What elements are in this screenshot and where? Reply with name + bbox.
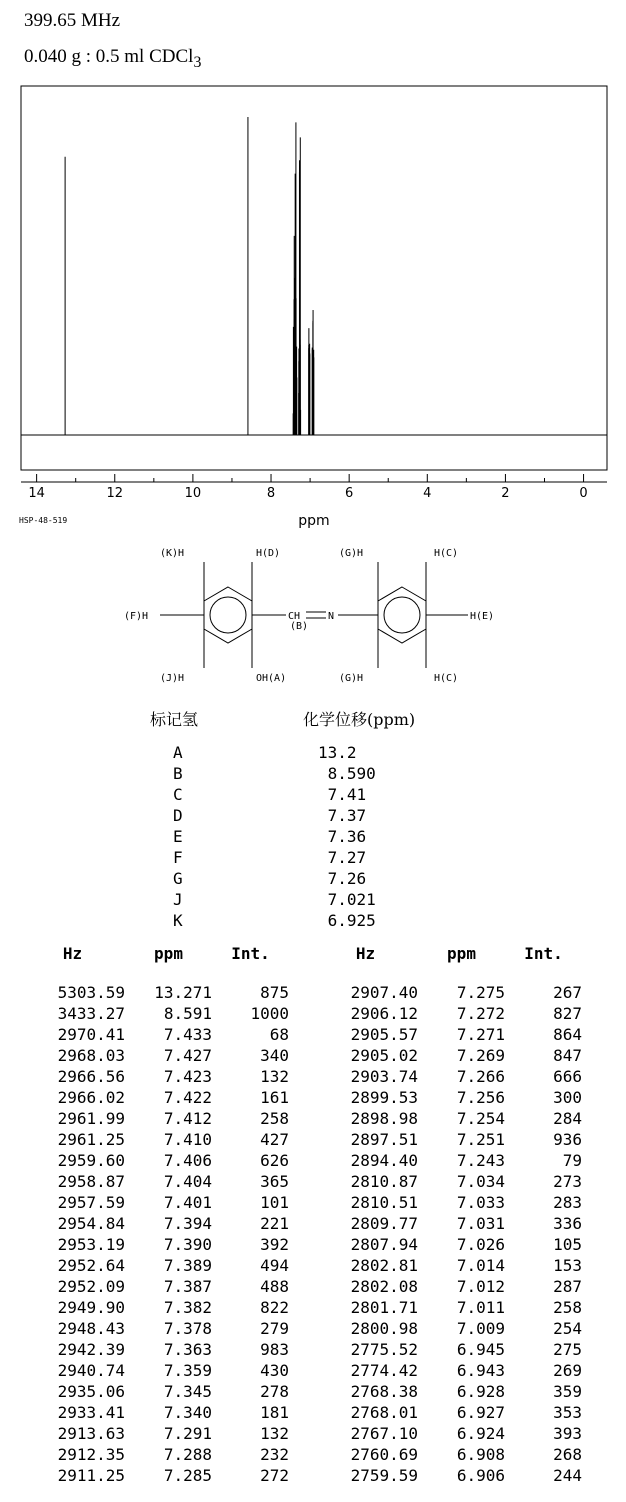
table-row [20, 1171, 289, 1192]
ppm-cell: 7.401 [163, 1193, 212, 1212]
hz-cell: 2801.71 [350, 1298, 418, 1317]
table-row [20, 1297, 289, 1318]
hz-cell: 2907.40 [350, 983, 418, 1002]
assignment-shift: 6.925 [318, 911, 376, 930]
int-cell: 275 [553, 1340, 582, 1359]
ppm-cell: 7.266 [456, 1067, 505, 1086]
ppm-cell: 7.271 [456, 1025, 505, 1044]
hz-cell: 2912.35 [57, 1445, 125, 1464]
hz-cell: 2935.06 [57, 1382, 125, 1401]
int-cell: 79 [562, 1151, 582, 1170]
ppm-cell: 7.251 [456, 1130, 505, 1149]
int-cell: 268 [553, 1445, 582, 1464]
int-cell: 132 [260, 1067, 289, 1086]
int-cell: 287 [553, 1277, 582, 1296]
hz-cell: 2913.63 [57, 1424, 125, 1443]
int-cell: 365 [260, 1172, 289, 1191]
label-a: OH(A) [256, 673, 287, 684]
int-cell: 822 [260, 1298, 289, 1317]
hz-cell: 2952.09 [57, 1277, 125, 1296]
hz-cell: 2966.02 [57, 1088, 125, 1107]
ppm-cell: 7.269 [456, 1046, 505, 1065]
hz-cell: 2906.12 [350, 1004, 418, 1023]
label-f: (F)H [124, 611, 149, 622]
assignment-shift: 7.41 [318, 785, 367, 804]
hz-cell: 2940.74 [57, 1361, 125, 1380]
int-cell: 626 [260, 1151, 289, 1170]
label-c-top: H(C) [434, 548, 459, 559]
sample-subscript: 3 [193, 53, 202, 71]
int-cell: 666 [553, 1067, 582, 1086]
int-cell: 101 [260, 1193, 289, 1212]
hz-cell: 2966.56 [57, 1067, 125, 1086]
tick-label: 14 [28, 486, 45, 501]
hz-cell: 2807.94 [350, 1235, 418, 1254]
assignment-label: D [173, 806, 183, 825]
hz-cell: 2775.52 [350, 1340, 418, 1359]
hz-cell: 2905.02 [350, 1046, 418, 1065]
table-row [313, 1255, 582, 1276]
ppm-cell: 7.254 [456, 1109, 505, 1128]
table-row [20, 982, 289, 1003]
table-row [313, 1381, 582, 1402]
aromatic-circle-right [384, 597, 420, 633]
table-row [313, 1213, 582, 1234]
int-cell: 875 [260, 983, 289, 1002]
ppm-cell: 7.433 [163, 1025, 212, 1044]
ppm-cell: 7.390 [163, 1235, 212, 1254]
table-row [20, 1360, 289, 1381]
table-row [20, 1087, 289, 1108]
table-row [313, 1423, 582, 1444]
hz-cell: 2760.69 [350, 1445, 418, 1464]
table-row [20, 1255, 289, 1276]
label-g-bottom: (G)H [339, 673, 364, 684]
table-row [20, 1234, 289, 1255]
hz-cell: 2768.38 [350, 1382, 418, 1401]
int-cell: 427 [260, 1130, 289, 1149]
hz-cell: 2968.03 [57, 1046, 125, 1065]
int-cell: 494 [260, 1256, 289, 1275]
table-row [313, 1087, 582, 1108]
table-row [313, 1234, 582, 1255]
int-cell: 847 [553, 1046, 582, 1065]
hz-cell: 2952.64 [57, 1256, 125, 1275]
ppm-cell: 7.014 [456, 1256, 505, 1275]
ppm-cell: 7.256 [456, 1088, 505, 1107]
int-cell: 258 [553, 1298, 582, 1317]
ppm-cell: 7.291 [163, 1424, 212, 1443]
int-cell: 392 [260, 1235, 289, 1254]
assignment-label-header: 标记氢 [150, 710, 199, 729]
table-row [313, 1066, 582, 1087]
int-cell: 272 [260, 1466, 289, 1485]
hz-cell: 2942.39 [57, 1340, 125, 1359]
label-ch: CH [288, 611, 301, 622]
ppm-cell: 7.378 [163, 1319, 212, 1338]
ppm-cell: 6.928 [456, 1382, 505, 1401]
assignment-label-list [173, 742, 183, 931]
ppm-cell: 6.924 [456, 1424, 505, 1443]
ppm-cell: 7.382 [163, 1298, 212, 1317]
int-cell: 254 [553, 1319, 582, 1338]
hz-cell: 2949.90 [57, 1298, 125, 1317]
aromatic-circle-left [210, 597, 246, 633]
int-cell: 393 [553, 1424, 582, 1443]
table-row [313, 1339, 582, 1360]
col-int: Int. [524, 944, 563, 963]
hz-cell: 2961.99 [57, 1109, 125, 1128]
col-int: Int. [231, 944, 270, 963]
ppm-cell: 7.012 [456, 1277, 505, 1296]
ppm-cell: 7.359 [163, 1361, 212, 1380]
hz-cell: 2953.19 [57, 1235, 125, 1254]
hz-cell: 2897.51 [350, 1130, 418, 1149]
int-cell: 269 [553, 1361, 582, 1380]
assignment-label: A [173, 743, 183, 762]
source-code-label: HSP-48-519 [19, 516, 68, 525]
int-cell: 153 [553, 1256, 582, 1275]
hz-cell: 2933.41 [57, 1403, 125, 1422]
hz-cell: 2903.74 [350, 1067, 418, 1086]
table-row [20, 1465, 289, 1486]
ppm-cell: 6.943 [456, 1361, 505, 1380]
hz-cell: 2810.87 [350, 1172, 418, 1191]
int-cell: 232 [260, 1445, 289, 1464]
int-cell: 278 [260, 1382, 289, 1401]
hz-cell: 2898.98 [350, 1109, 418, 1128]
ppm-cell: 7.423 [163, 1067, 212, 1086]
table-row [313, 1108, 582, 1129]
int-cell: 105 [553, 1235, 582, 1254]
ppm-cell: 7.026 [456, 1235, 505, 1254]
int-cell: 300 [553, 1088, 582, 1107]
int-cell: 340 [260, 1046, 289, 1065]
int-cell: 221 [260, 1214, 289, 1233]
table-row [20, 1108, 289, 1129]
hz-cell: 2948.43 [57, 1319, 125, 1338]
ppm-cell: 8.591 [163, 1004, 212, 1023]
table-row [313, 1129, 582, 1150]
spectrometer-frequency: 399.65 MHz [24, 10, 121, 31]
assignment-label: C [173, 785, 183, 804]
int-cell: 283 [553, 1193, 582, 1212]
ppm-cell: 6.906 [456, 1466, 505, 1485]
hz-cell: 2802.81 [350, 1256, 418, 1275]
assignment-label: G [173, 869, 183, 888]
int-cell: 336 [553, 1214, 582, 1233]
ppm-cell: 7.243 [456, 1151, 505, 1170]
int-cell: 1000 [250, 1004, 289, 1023]
ppm-cell: 7.031 [456, 1214, 505, 1233]
hz-cell: 2774.42 [350, 1361, 418, 1380]
label-b: (B) [290, 621, 309, 632]
int-cell: 279 [260, 1319, 289, 1338]
molecule-structure [0, 540, 626, 690]
table-row [20, 1444, 289, 1465]
hz-cell: 3433.27 [57, 1004, 125, 1023]
table-row [20, 1276, 289, 1297]
peak-table-right [313, 944, 582, 1486]
int-cell: 161 [260, 1088, 289, 1107]
assignment-label: F [173, 848, 183, 867]
ppm-cell: 6.927 [456, 1403, 505, 1422]
label-c-bottom: H(C) [434, 673, 459, 684]
label-n: N [328, 611, 335, 622]
ppm-cell: 7.011 [456, 1298, 505, 1317]
int-cell: 284 [553, 1109, 582, 1128]
bonds [160, 562, 468, 668]
benzene-ring-left [204, 587, 252, 643]
hz-cell: 2905.57 [350, 1025, 418, 1044]
hz-cell: 2958.87 [57, 1172, 125, 1191]
ppm-cell: 7.422 [163, 1088, 212, 1107]
label-e: H(E) [470, 611, 495, 622]
peak-table-left [20, 944, 289, 1486]
nmr-spectrum-chart [0, 0, 626, 540]
assignment-label: B [173, 764, 183, 783]
ppm-cell: 7.345 [163, 1382, 212, 1401]
int-cell: 353 [553, 1403, 582, 1422]
hz-cell: 2810.51 [350, 1193, 418, 1212]
assignment-shift: 7.26 [318, 869, 367, 888]
hz-cell: 2954.84 [57, 1214, 125, 1233]
col-hz: Hz [62, 944, 83, 963]
int-cell: 273 [553, 1172, 582, 1191]
int-cell: 132 [260, 1424, 289, 1443]
hz-cell: 2809.77 [350, 1214, 418, 1233]
table-row [313, 1318, 582, 1339]
ppm-cell: 7.410 [163, 1130, 212, 1149]
hz-cell: 2894.40 [350, 1151, 418, 1170]
table-row [313, 1192, 582, 1213]
hz-cell: 2759.59 [350, 1466, 418, 1485]
ppm-cell: 7.340 [163, 1403, 212, 1422]
hz-cell: 2768.01 [350, 1403, 418, 1422]
tick-label: 8 [266, 486, 276, 501]
hz-cell: 2802.08 [350, 1277, 418, 1296]
assignment-label: J [173, 890, 183, 909]
assignment-shift: 7.36 [318, 827, 367, 846]
hz-cell: 2899.53 [350, 1088, 418, 1107]
ppm-cell: 7.272 [456, 1004, 505, 1023]
label-d: H(D) [256, 548, 281, 559]
assignment-label: K [173, 911, 183, 930]
ppm-cell: 7.034 [456, 1172, 505, 1191]
ppm-cell: 7.406 [163, 1151, 212, 1170]
table-row [313, 1360, 582, 1381]
table-row [20, 1402, 289, 1423]
ppm-cell: 13.271 [154, 983, 212, 1002]
col-ppm: ppm [154, 944, 183, 963]
hz-cell: 2959.60 [57, 1151, 125, 1170]
table-row [313, 1297, 582, 1318]
table-row [20, 1213, 289, 1234]
table-row [20, 1381, 289, 1402]
int-cell: 258 [260, 1109, 289, 1128]
table-row [20, 1150, 289, 1171]
hz-cell: 2961.25 [57, 1130, 125, 1149]
tick-label: 4 [423, 486, 432, 501]
sample-text: 0.040 g : 0.5 ml CDCl [24, 46, 194, 67]
benzene-ring-right [378, 587, 426, 643]
int-cell: 936 [553, 1130, 582, 1149]
int-cell: 359 [553, 1382, 582, 1401]
int-cell: 430 [260, 1361, 289, 1380]
int-cell: 488 [260, 1277, 289, 1296]
ppm-cell: 7.288 [163, 1445, 212, 1464]
table-row [313, 1444, 582, 1465]
table-row [20, 1024, 289, 1045]
label-g-top: (G)H [339, 548, 364, 559]
tick-label: 6 [345, 486, 354, 501]
assignment-shift-list [318, 742, 376, 931]
table-row [20, 1129, 289, 1150]
assignment-shift: 8.590 [318, 764, 376, 783]
hz-cell: 2767.10 [350, 1424, 418, 1443]
hz-cell: 2911.25 [57, 1466, 125, 1485]
tick-label: 2 [501, 486, 510, 501]
col-hz: Hz [355, 944, 376, 963]
assignment-shift: 13.2 [318, 743, 357, 762]
table-row [313, 1276, 582, 1297]
tick-group [28, 474, 587, 501]
table-row [313, 1045, 582, 1066]
int-cell: 181 [260, 1403, 289, 1422]
assignment-label: E [173, 827, 183, 846]
ppm-cell: 7.389 [163, 1256, 212, 1275]
tick-label: 10 [184, 486, 202, 501]
table-row [313, 1024, 582, 1045]
table-row [20, 1192, 289, 1213]
ppm-cell: 7.387 [163, 1277, 212, 1296]
table-row [313, 1465, 582, 1486]
table-row [20, 1339, 289, 1360]
int-cell: 244 [553, 1466, 582, 1485]
col-ppm: ppm [447, 944, 476, 963]
ppm-cell: 7.412 [163, 1109, 212, 1128]
hz-cell: 2800.98 [350, 1319, 418, 1338]
ppm-cell: 6.945 [456, 1340, 505, 1359]
int-cell: 983 [260, 1340, 289, 1359]
int-cell: 267 [553, 983, 582, 1002]
peak-group [65, 117, 314, 435]
table-row [20, 1045, 289, 1066]
ppm-cell: 7.033 [456, 1193, 505, 1212]
ppm-cell: 7.363 [163, 1340, 212, 1359]
table-row [313, 1402, 582, 1423]
int-cell: 68 [269, 1025, 289, 1044]
int-cell: 864 [553, 1025, 582, 1044]
ppm-cell: 6.908 [456, 1445, 505, 1464]
ppm-cell: 7.009 [456, 1319, 505, 1338]
x-axis-label: ppm [298, 513, 330, 529]
tick-label: 12 [106, 486, 124, 501]
assignment-shift: 7.37 [318, 806, 367, 825]
int-cell: 827 [553, 1004, 582, 1023]
hz-cell: 5303.59 [57, 983, 125, 1002]
assignment-shift-header: 化学位移(ppm) [303, 710, 416, 729]
table-row [20, 1066, 289, 1087]
label-j: (J)H [160, 673, 185, 684]
tick-label: 0 [579, 486, 588, 501]
table-row [313, 1003, 582, 1024]
label-k: (K)H [160, 548, 185, 559]
ppm-cell: 7.285 [163, 1466, 212, 1485]
table-row [313, 982, 582, 1003]
ppm-cell: 7.404 [163, 1172, 212, 1191]
assignment-shift: 7.27 [318, 848, 367, 867]
hz-cell: 2957.59 [57, 1193, 125, 1212]
table-row [313, 1171, 582, 1192]
ppm-cell: 7.394 [163, 1214, 212, 1233]
table-row [20, 1003, 289, 1024]
table-row [313, 1150, 582, 1171]
assignment-shift: 7.021 [318, 890, 376, 909]
table-row [20, 1423, 289, 1444]
ppm-cell: 7.427 [163, 1046, 212, 1065]
table-row [20, 1318, 289, 1339]
hz-cell: 2970.41 [57, 1025, 125, 1044]
ppm-cell: 7.275 [456, 983, 505, 1002]
